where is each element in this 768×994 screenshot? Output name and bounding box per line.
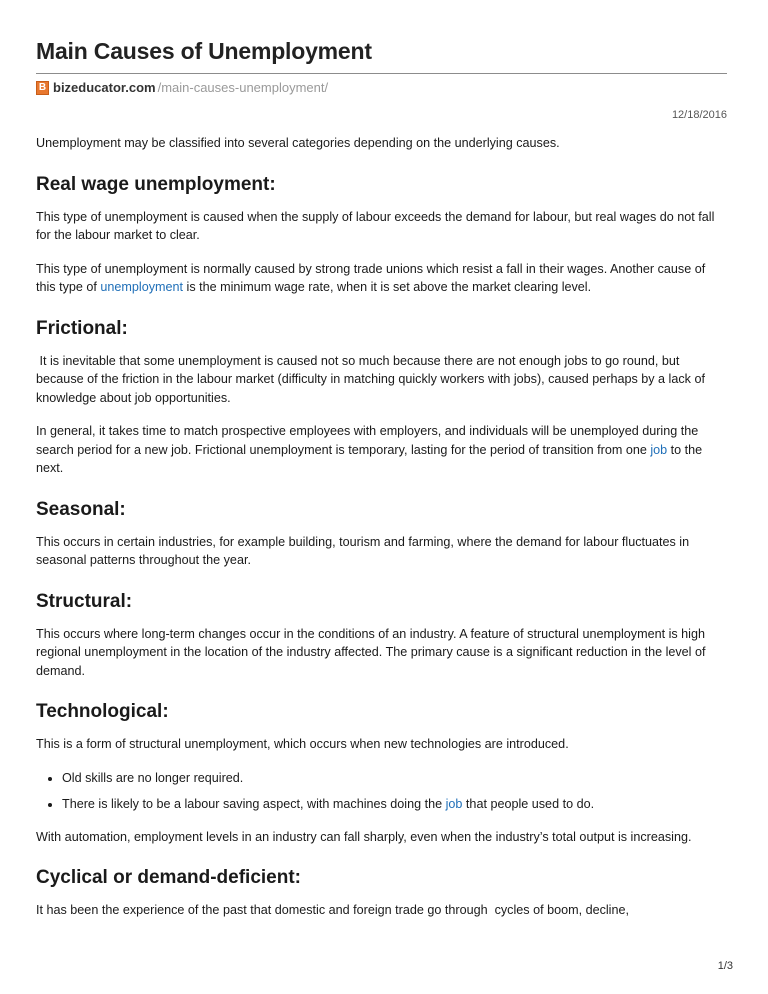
publish-date: 12/18/2016 [671,109,727,121]
job-link[interactable]: job [650,442,668,457]
real-wage-paragraph-1: This type of unemployment is caused when the supply of labour exceeds the demand for labour, but real wages do not fall for the labour market to clear. [36,209,715,242]
heading-technological: Technological: [36,701,169,722]
heading-real-wage: Real wage unemployment: [36,173,276,195]
technological-paragraph-2: With automation, employment levels in an industry can fall sharply, even when the industry’s total output is increasing. [36,829,692,844]
job-link[interactable]: job [445,797,463,811]
page-number: 1/3 [717,960,733,972]
text-run: There is likely to be a labour saving aspect, with machines doing the [62,797,446,811]
structural-paragraph: This occurs where long-term changes occur in the conditions of an industry. A feature of structural unemployment is high regional unemployment in the location of the industry affected. The primary cause is a significant reduction in the level of demand. [36,626,706,678]
heading-frictional: Frictional: [36,317,128,339]
text-run: In general, it takes time to match prospective employees with employers, and individuals will be unemployed during the search period for a new job. Frictional unemployment is temporary, lasting for the period of transition from one [36,424,699,457]
list-item: • Old skills are no longer required. [62,769,727,788]
text-run: is the minimum wage rate, when it is set above the market clearing level. [183,280,592,294]
technological-paragraph-1: This is a form of structural unemployment, which occurs when new technologies are introduced. [36,737,569,751]
seasonal-paragraph: This occurs in certain industries, for example building, tourism and farming, where the demand for labour fluctuates in seasonal patterns throughout the year. [36,534,690,567]
heading-seasonal: Seasonal: [36,498,126,520]
bizeducator-logo-icon: B [36,81,49,95]
source-line [36,80,328,95]
intro-paragraph: Unemployment may be classified into several categories depending on the underlying causes. [36,136,560,150]
heading-cyclical: Cyclical or demand-deficient: [36,867,302,888]
title-divider [36,73,727,74]
text-run: that people used to do. [462,797,595,811]
article-body [36,134,727,935]
technological-bullet-list [36,769,727,814]
text-run: to the next. [36,442,703,475]
unemployment-link[interactable]: unemployment [100,280,184,294]
page-title: Main Causes of Unemployment [36,38,372,64]
cyclical-paragraph: It has been the experience of the past that domestic and foreign trade go through cycles of boom, decline, [36,903,629,917]
text-run: This type of unemployment is normally caused by strong trade unions which resist a fall in their wages. Another cause of this type of [36,261,706,294]
real-wage-paragraph-2 [36,260,727,297]
source-domain-link[interactable]: bizeducator.com [53,80,156,95]
frictional-paragraph-2 [36,422,727,478]
list-item [62,795,727,814]
heading-structural: Structural: [36,590,133,612]
source-path: /main-causes-unemployment/ [157,80,329,95]
frictional-paragraph-1: It is inevitable that some unemployment is caused not so much because there are not enough jobs to go round, but because of the friction in the labour market (difficulty in matching quickly workers with jobs), caused perhaps by a lack of knowledge about job opportunities. [36,353,709,405]
